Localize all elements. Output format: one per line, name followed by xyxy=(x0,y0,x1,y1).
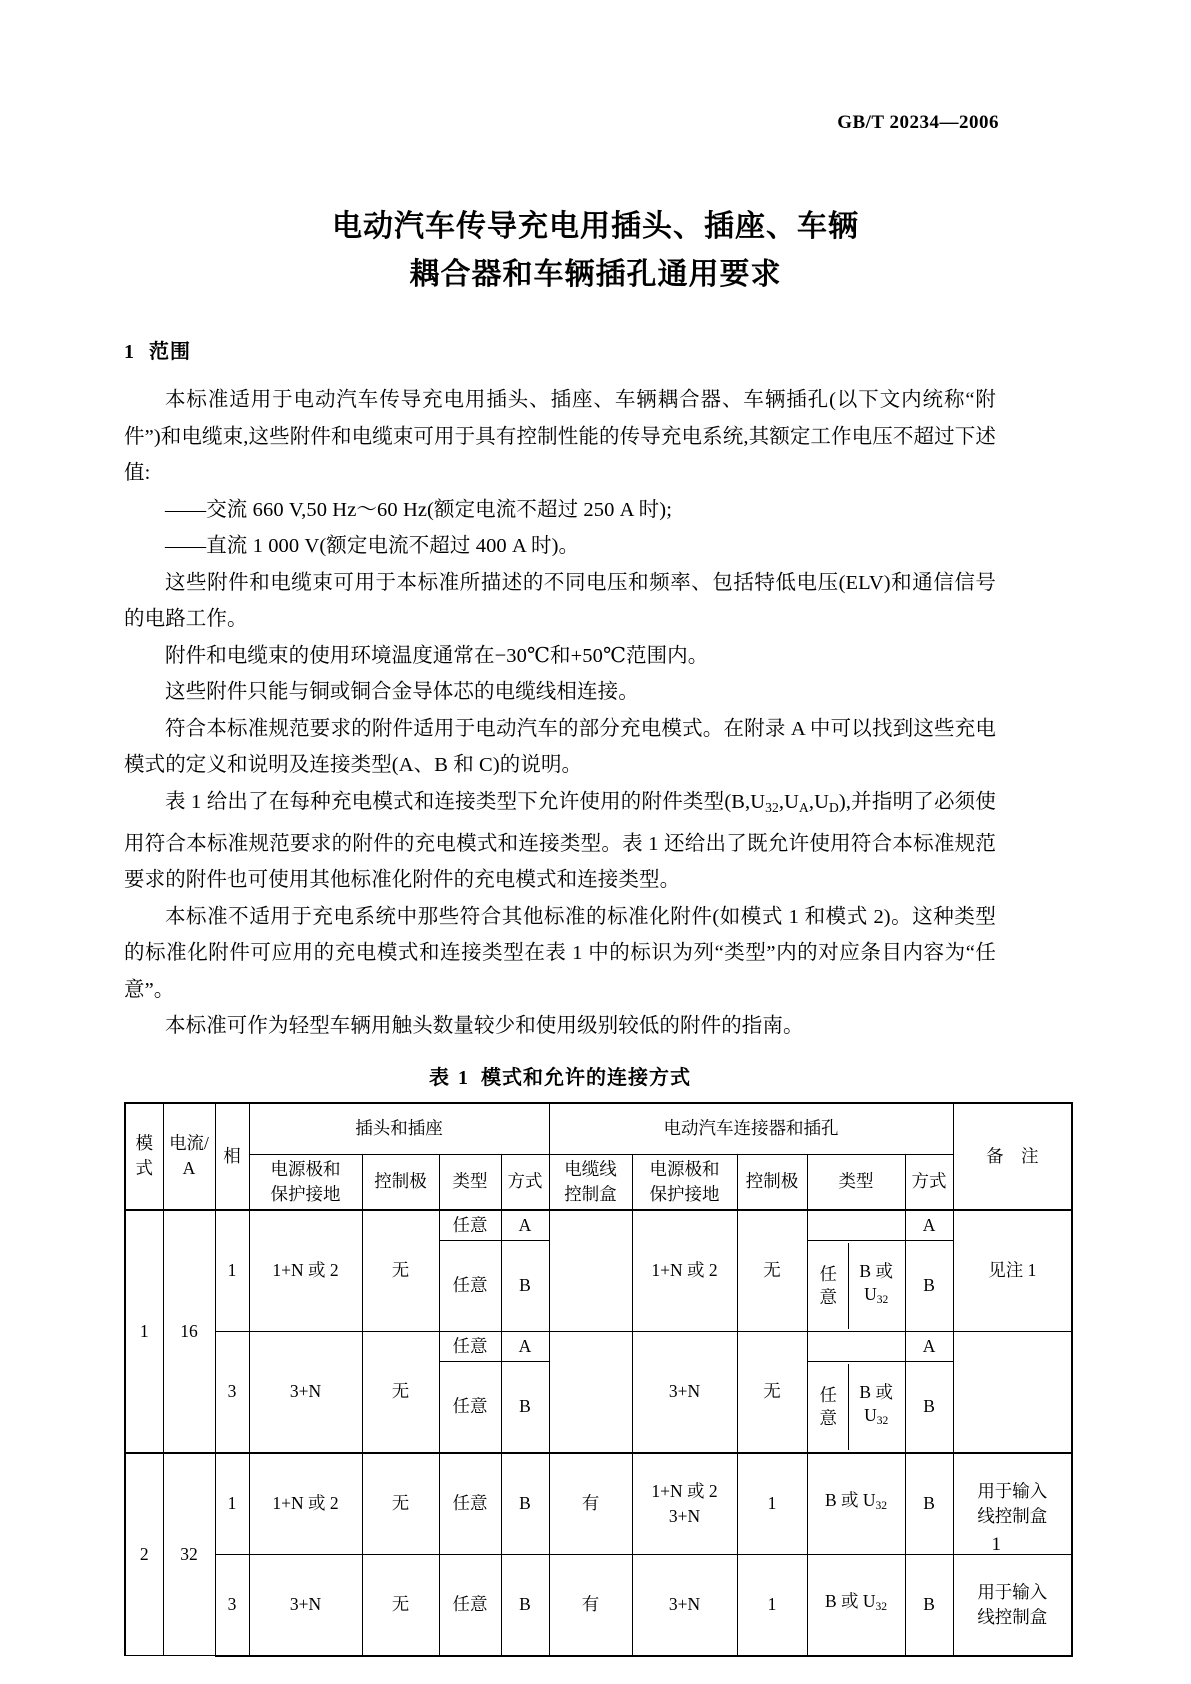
header-mode-char2: 式 xyxy=(135,1158,153,1179)
cell-type-any-b: 任意 xyxy=(439,1240,501,1331)
header-cell-remark: 备 注 xyxy=(953,1103,1072,1210)
cell-phase-1: 1 xyxy=(215,1210,249,1332)
header-ev-power-earth-line1: 电源极和 xyxy=(649,1158,720,1179)
table-caption xyxy=(124,1061,996,1090)
cell-mode-1: 1 xyxy=(125,1210,163,1453)
cell-remark-input-box xyxy=(953,1554,1072,1656)
header-power-earth-line1: 电源极和 xyxy=(270,1158,341,1179)
section-number: 1 xyxy=(124,341,135,363)
cell-ev-power-earth: 3+N xyxy=(632,1331,737,1453)
paragraph-table1-part2: ,U xyxy=(778,790,800,813)
page-number: 1 xyxy=(991,1534,1001,1555)
table-row xyxy=(125,1331,1072,1361)
ev-type-subscript: 32 xyxy=(875,1500,888,1513)
section-title: 范围 xyxy=(149,339,191,363)
header-group-ev-connector: 电动汽车连接器和插孔 xyxy=(549,1103,953,1155)
remark-line2: 线控制盒 xyxy=(977,1606,1048,1627)
ev-type-text: B 或 U xyxy=(824,1591,876,1612)
cell-cable-box xyxy=(549,1210,632,1332)
cell-method-b: B xyxy=(501,1361,549,1453)
ev-type-u-subscript: 32 xyxy=(876,1293,889,1306)
ev-type-u-letter: U xyxy=(864,1404,877,1425)
table-modes-and-connections xyxy=(124,1102,1073,1657)
document-title-line-1: 电动汽车传导充电用插头、插座、车辆 xyxy=(332,209,859,244)
cell-remark-empty xyxy=(953,1331,1072,1453)
paragraph-conductor-material: 这些附件只能与铜或铜合金导体芯的电缆线相连接。 xyxy=(165,681,639,703)
document-title xyxy=(0,203,1191,299)
cell-ev-type-b-or-u32 xyxy=(807,1554,905,1656)
cell-control: 无 xyxy=(362,1210,439,1332)
paragraph-table1-description xyxy=(124,784,996,899)
header-cell-ev-type: 类型 xyxy=(807,1154,905,1210)
header-cell-control: 控制极 xyxy=(362,1154,439,1210)
cell-current-32: 32 xyxy=(163,1453,215,1656)
cell-ev-type-any xyxy=(809,1364,849,1450)
cell-power-earth: 3+N xyxy=(249,1331,362,1453)
ev-type-inner-table xyxy=(809,1364,904,1450)
cell-phase-3: 3 xyxy=(215,1331,249,1453)
ev-type-any-char2: 意 xyxy=(819,1286,837,1307)
ev-type-u32-line2 xyxy=(850,1283,903,1312)
ev-type-b-or-line1: B 或 xyxy=(859,1260,893,1281)
paragraph-dc-rating: ——直流 1 000 V(额定电流不超过 400 A 时)。 xyxy=(165,535,580,557)
cell-power-earth: 1+N 或 2 xyxy=(249,1210,362,1332)
cell-ev-type-any xyxy=(809,1243,849,1329)
paragraph-scope-applicability: 本标准适用于电动汽车传导充电用插头、插座、车辆耦合器、车辆插孔(以下文内统称“附件”)和电缆束,这些附件和电缆束可用于具有控制性能的传导充电系统,其额定工作电压不超过下述值: xyxy=(124,389,996,484)
header-mode-char1: 模 xyxy=(135,1133,153,1154)
cell-remark-note1: 见注 1 xyxy=(953,1210,1072,1332)
table-caption-text: 模式和允许的连接方式 xyxy=(481,1064,691,1089)
header-cell-phase: 相 xyxy=(215,1103,249,1210)
paragraph-light-vehicle-guidance: 本标准可作为轻型车辆用触头数量较少和使用级别较低的附件的指南。 xyxy=(165,1015,804,1038)
cell-ev-type-b-or-u32 xyxy=(848,1243,903,1329)
paragraph-charging-modes: 符合本标准规范要求的附件适用于电动汽车的部分充电模式。在附录 A 中可以找到这些充电模式的定义和说明及连接类型(A、B 和 C)的说明。 xyxy=(124,717,996,776)
paragraph-voltage-frequency: 这些附件和电缆束可用于本标准所描述的不同电压和频率、包括特低电压(ELV)和通信信号的电路工作。 xyxy=(124,571,996,630)
header-cell-ev-control: 控制极 xyxy=(737,1154,807,1210)
cell-method-b: B xyxy=(501,1453,549,1555)
ev-power-earth-line1: 1+N 或 2 xyxy=(651,1480,718,1501)
header-group-plug-socket: 插头和插座 xyxy=(249,1103,549,1155)
paragraph-table1-sub-32: 32 xyxy=(765,799,779,815)
cell-ev-method-b: B xyxy=(905,1240,953,1331)
ev-type-any-char1: 任 xyxy=(819,1263,837,1284)
header-cell-current xyxy=(163,1103,215,1210)
remark-line1: 用于输入 xyxy=(977,1480,1048,1501)
cell-phase-1: 1 xyxy=(215,1453,249,1555)
ev-type-any-char2: 意 xyxy=(819,1407,837,1428)
cell-cable-box-yes: 有 xyxy=(549,1453,632,1555)
ev-type-u-subscript: 32 xyxy=(876,1414,889,1427)
cell-type-any-b: 任意 xyxy=(439,1361,501,1453)
cell-ev-power-earth: 1+N 或 2 xyxy=(632,1210,737,1332)
paragraph-table1-sub-d: D xyxy=(829,799,839,815)
table-row xyxy=(125,1453,1072,1555)
paragraph-temperature-range: 附件和电缆束的使用环境温度通常在−30℃和+50℃范围内。 xyxy=(165,644,709,667)
table-caption-label: 表 xyxy=(429,1064,450,1089)
cell-ev-control: 1 xyxy=(737,1554,807,1656)
table-header-sub-row xyxy=(125,1154,1072,1210)
cell-type-any: 任意 xyxy=(439,1453,501,1555)
cell-current-16: 16 xyxy=(163,1210,215,1453)
page-header-standard-number: GB/T 20234—2006 xyxy=(837,112,999,133)
header-cell-cable-box xyxy=(549,1154,632,1210)
paragraph-ac-rating: ——交流 660 V,50 Hz～60 Hz(额定电流不超过 250 A 时); xyxy=(165,498,672,521)
remark-line1: 用于输入 xyxy=(977,1581,1048,1602)
cell-power-earth: 1+N 或 2 xyxy=(249,1453,362,1555)
cell-type-any: 任意 xyxy=(439,1554,501,1656)
header-cell-power-earth xyxy=(249,1154,362,1210)
cell-ev-control: 1 xyxy=(737,1453,807,1555)
ev-type-u-letter: U xyxy=(864,1283,877,1304)
header-cable-box-line1: 电缆线 xyxy=(564,1158,617,1179)
table-header-group-row xyxy=(125,1103,1072,1155)
cell-ev-method-b: B xyxy=(905,1361,953,1453)
cell-ev-method-a: A xyxy=(905,1331,953,1361)
cell-method-a: A xyxy=(501,1210,549,1241)
document-body xyxy=(124,335,1048,1657)
cell-ev-type-b-or-u32 xyxy=(848,1364,903,1450)
ev-type-u32-line2 xyxy=(850,1404,903,1433)
cell-cable-box-yes: 有 xyxy=(549,1554,632,1656)
cell-ev-method-b: B xyxy=(905,1554,953,1656)
cell-ev-control: 无 xyxy=(737,1331,807,1453)
ev-type-text: B 或 U xyxy=(824,1490,876,1511)
cell-ev-type-b-or-u32 xyxy=(807,1453,905,1555)
cell-ev-method-a: A xyxy=(905,1210,953,1241)
header-cell-ev-method: 方式 xyxy=(905,1154,953,1210)
paragraph-table1-sub-a: A xyxy=(799,799,809,815)
ev-type-inner-table xyxy=(809,1243,904,1329)
cell-mode-2: 2 xyxy=(125,1453,163,1656)
header-cable-box-line2: 控制盒 xyxy=(564,1183,617,1204)
table-caption-number: 1 xyxy=(458,1066,469,1089)
cell-ev-type-split xyxy=(807,1361,905,1453)
header-cell-method: 方式 xyxy=(501,1154,549,1210)
cell-ev-power-earth: 3+N xyxy=(632,1554,737,1656)
ev-type-any-char1: 任 xyxy=(819,1384,837,1405)
ev-type-b-or-line1: B 或 xyxy=(859,1381,893,1402)
table-row xyxy=(125,1210,1072,1241)
cell-type-any-a: 任意 xyxy=(439,1210,501,1241)
remark-line2: 线控制盒 xyxy=(977,1505,1048,1526)
cell-ev-type-split xyxy=(807,1240,905,1331)
cell-ev-method-b: B xyxy=(905,1453,953,1555)
document-title-line-2: 耦合器和车辆插孔通用要求 xyxy=(409,257,782,292)
cell-method-b: B xyxy=(501,1554,549,1656)
ev-type-subscript: 32 xyxy=(875,1601,888,1614)
header-current-label: 电流/ xyxy=(169,1133,209,1154)
paragraph-table1-part1: 表 1 给出了在每种充电模式和连接类型下允许使用的附件类型(B,U xyxy=(165,790,766,813)
cell-ev-type-empty-a xyxy=(807,1210,905,1241)
cell-remark-input-box xyxy=(953,1453,1072,1555)
header-power-earth-line2: 保护接地 xyxy=(270,1183,341,1204)
paragraph-exclusions: 本标准不适用于充电系统中那些符合其他标准的标准化附件(如模式 1 和模式 2)。这种类型的标准化附件可应用的充电模式和连接类型在表 1 中的标识为列“类型”内的对应条目内容为“任意”。 xyxy=(124,905,996,1001)
header-ev-power-earth-line2: 保护接地 xyxy=(649,1183,720,1204)
cell-phase-3: 3 xyxy=(215,1554,249,1656)
section-heading-scope xyxy=(124,335,996,364)
paragraph-table1-part3: ,U xyxy=(808,790,830,813)
header-cell-mode xyxy=(125,1103,163,1210)
header-current-unit: A xyxy=(182,1158,196,1179)
cell-method-b: B xyxy=(501,1240,549,1331)
cell-control: 无 xyxy=(362,1453,439,1555)
cell-method-a: A xyxy=(501,1331,549,1361)
ev-power-earth-line2: 3+N xyxy=(668,1505,701,1526)
cell-ev-control: 无 xyxy=(737,1210,807,1332)
cell-power-earth: 3+N xyxy=(249,1554,362,1656)
header-cell-type: 类型 xyxy=(439,1154,501,1210)
cell-ev-power-earth xyxy=(632,1453,737,1555)
cell-type-any-a: 任意 xyxy=(439,1331,501,1361)
paragraph-table1-part4: ),并指明了必须使用符合本标准规范要求的附件的充电模式和连接类型。表 1 还给出了既允许使用符合本标准规范要求的附件也可使用其他标准化附件的充电模式和连接类型。 xyxy=(124,790,996,892)
cell-cable-box xyxy=(549,1331,632,1453)
cell-control: 无 xyxy=(362,1331,439,1453)
table-row xyxy=(125,1554,1072,1656)
cell-control: 无 xyxy=(362,1554,439,1656)
cell-ev-type-empty-a xyxy=(807,1331,905,1361)
header-cell-ev-power-earth xyxy=(632,1154,737,1210)
